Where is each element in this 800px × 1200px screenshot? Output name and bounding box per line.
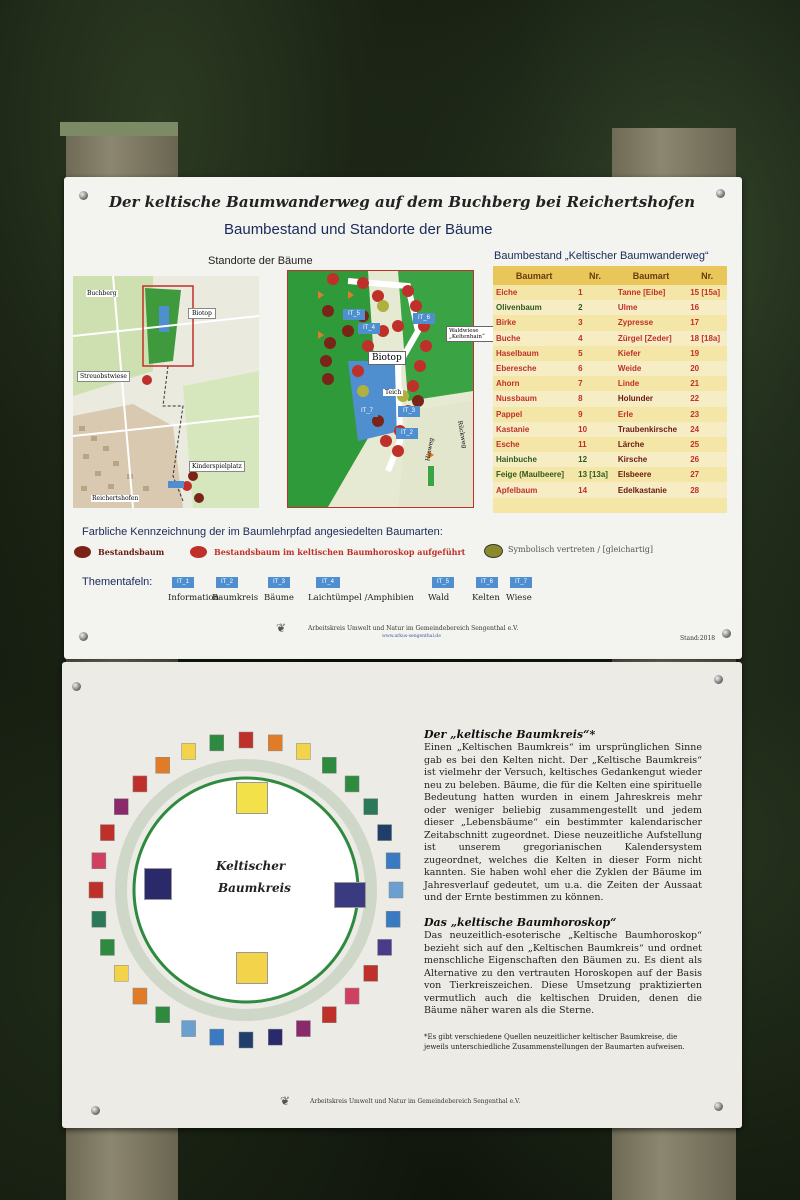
tree-table <box>493 266 727 513</box>
zodiac-tree-tile <box>156 1007 170 1023</box>
circle-title-line2: Baumkreis <box>218 881 291 895</box>
zodiac-tree-tile <box>182 743 196 759</box>
zodiac-tree-tile <box>100 939 114 955</box>
zodiac-tree-tile <box>296 1021 310 1037</box>
table-cell: 22 <box>690 394 700 404</box>
overview-map-graphic <box>73 276 259 508</box>
theme-label-it5: Wald <box>428 593 450 603</box>
center-tree-bottom-icon <box>236 952 268 984</box>
zodiac-tree-tile <box>100 825 114 841</box>
table-cell: Apfelbaum <box>496 485 538 495</box>
table-cell: 23 <box>690 409 700 419</box>
zodiac-tree-tile <box>268 735 282 751</box>
table-row <box>493 407 727 422</box>
table-cell: Ulme <box>617 303 638 313</box>
table-heading: Baumbestand „Keltischer Baumwanderweg“ <box>494 250 709 262</box>
screw-icon <box>714 675 723 684</box>
map-label-teich: Teich <box>385 389 402 396</box>
table-row <box>493 315 727 330</box>
detail-map <box>287 270 485 508</box>
circle-title-line1: Keltischer <box>216 859 286 873</box>
table-cell: 19 <box>690 348 700 358</box>
theme-chip-it6: IT_6 <box>476 577 498 588</box>
table-cell: Ahorn <box>496 379 520 389</box>
zodiac-tree-tile <box>133 776 147 792</box>
center-tree-top-icon <box>236 782 268 814</box>
table-cell: 24 <box>690 424 700 434</box>
theme-label-it3: Bäume <box>264 593 294 603</box>
stand-text: Stand:2018 <box>680 635 716 642</box>
table-cell: 5 <box>578 348 583 358</box>
table-cell: 20 <box>690 364 700 374</box>
paragraph-baumhoroskop: Das neuzeitlich-esoterische „Keltische Baumhoroskop“ bezieht sich auf den „Keltischen Baumkreis“ und ordnet menschliche Eigenschaften den Bäumen zu. Es dient als Alternative zu den vertrauten Horoskopen auf der Basis von Tierkreiszeichen. Diese Umsetzung praktizierten vermutlich auch die keltischen Druiden, denen die Bäume näher waren als die Sterne. <box>424 930 702 1016</box>
table-row <box>493 482 727 497</box>
table-cell: Kiefer <box>617 348 641 358</box>
map-chip-it3: IT_3 <box>398 406 420 417</box>
table-row <box>493 346 727 361</box>
theme-chip-it7: IT_7 <box>510 577 532 588</box>
zodiac-tree-tile <box>182 1021 196 1037</box>
legend-dot-symbolisch <box>484 544 503 558</box>
table-cell: 8 <box>578 394 583 404</box>
table-cell: 14 <box>578 485 588 495</box>
center-tree-right-icon <box>334 882 366 908</box>
map-label-hinweg: Hinweg <box>424 437 436 462</box>
table-cell: Haselbaum <box>496 348 539 358</box>
table-cell: Birke <box>496 318 517 328</box>
table-cell: 25 <box>690 439 700 449</box>
table-cell: Olivenbaum <box>496 303 542 313</box>
table-cell: Esche <box>496 439 520 449</box>
detail-map-graphic <box>288 271 473 507</box>
table-cell: 6 <box>578 364 583 374</box>
table-cell: 9 <box>578 409 583 419</box>
table-header: Nr. <box>701 270 714 281</box>
lower-sign <box>62 662 742 1128</box>
lower-footer-text: Arbeitskreis Umwelt und Natur im Gemeindebereich Sengenthal e.V. <box>310 1098 521 1105</box>
table-row <box>493 422 727 437</box>
map-chip-it2: IT_2 <box>396 428 418 439</box>
legend-dot-bestandsbaum <box>74 546 91 558</box>
table-cell: Hainbuche <box>496 455 537 465</box>
zodiac-tree-tile <box>156 757 170 773</box>
map-label-waldwiese: Waldwiese „Keltenhain“ <box>446 326 508 342</box>
map-label-biotop: Biotop <box>188 308 216 319</box>
table-cell: Eberesche <box>496 364 537 374</box>
theme-chip-it4: IT_4 <box>316 577 340 588</box>
table-cell: Holunder <box>617 394 654 404</box>
table-cell: 2 <box>578 303 583 313</box>
table-row <box>493 376 727 391</box>
table-row <box>493 285 727 300</box>
paragraph-baumkreis: Einen „Keltischen Baumkreis“ im ursprünglichen Sinne gab es bei den Kelten nicht. Der „Keltische Baumkreis“ ist vielmehr der Versuch, keltisches Gedankengut wieder neu zu beleben. Bäume, die für die Kelten eine spirituelle Bedeutung hatten wurden in einem Jahreskreis mehr oder weniger beliebig zusammengestellt und jedem dieser „Lebensbäume“ ein bestimmter kalendarischer Zeitabschnitt zugeordnet. Diese neuzeitliche Aufstellung ist unserem gregorianischen Kalendersystem zugeordnet, welches die Kelten in dieser Form nicht kannten. Sie haben wohl eher die Zyklen der Bäume im Jahresverlauf gedeutet, um u.a. die Zeiten der Aussaat und der Ernte bestimmen zu können. <box>424 742 702 903</box>
zodiac-tree-tile <box>268 1029 282 1045</box>
zodiac-tree-tile <box>389 882 403 898</box>
screw-icon <box>79 191 88 200</box>
table-cell: Linde <box>617 379 640 389</box>
map-label-biotop-large: Biotop <box>368 351 406 365</box>
table-cell: 27 <box>690 470 700 480</box>
table-cell: 10 <box>578 424 588 434</box>
table-row <box>493 467 727 482</box>
zodiac-tree-tile <box>239 732 253 748</box>
zodiac-tree-tile <box>239 1032 253 1048</box>
footnote: *Es gibt verschiedene Quellen neuzeitlicher keltischer Baumkreise, die jeweils unterschiedliche Zusammenstellungen der Baumarten aufweisen. <box>424 1033 685 1051</box>
table-row <box>493 452 727 467</box>
lower-footer-logo-icon: ❦ <box>280 1094 291 1108</box>
table-cell: Pappel <box>496 409 523 419</box>
legend-label-symbolisch: Symbolisch vertreten / [gleichartig] <box>508 545 653 554</box>
sign-subtitle: Baumbestand und Standorte der Bäume <box>224 221 493 238</box>
sign-title: Der keltische Baumwanderweg auf dem Buchberg bei Reichertshofen <box>108 193 696 211</box>
zodiac-tree-tile <box>296 743 310 759</box>
zodiac-tree-tile <box>378 825 392 841</box>
theme-label-it6: Kelten <box>472 593 500 603</box>
table-cell: Zürgel [Zeder] <box>617 333 672 343</box>
zodiac-tree-tile <box>386 853 400 869</box>
zodiac-tree-tile <box>345 776 359 792</box>
table-row <box>493 331 727 346</box>
legend-dot-horoskop <box>190 546 207 558</box>
map-chip-it7: IT_7 <box>356 406 378 417</box>
theme-label-it1: Information <box>168 593 220 603</box>
table-cell: 13 [13a] <box>578 470 608 480</box>
upper-sign <box>64 177 742 659</box>
table-header: Baumart <box>632 270 670 281</box>
table-cell: Buche <box>496 333 521 343</box>
table-cell: 7 <box>578 379 583 389</box>
map-label-rueckweg: Rückweg <box>456 420 468 449</box>
zodiac-tree-tile <box>322 757 336 773</box>
table-cell: Elsbeere <box>617 470 652 480</box>
map-chip-it6: IT_6 <box>413 313 435 324</box>
zodiac-tree-tile <box>114 799 128 815</box>
table-cell: Zypresse <box>617 318 654 328</box>
table-row <box>493 361 727 376</box>
table-cell: Feige (Maulbeere] <box>496 470 565 480</box>
table-cell: Lärche <box>617 439 645 449</box>
table-cell: 18 [18a] <box>690 333 721 343</box>
table-cell: 4 <box>578 333 583 343</box>
zodiac-tree-tile <box>386 911 400 927</box>
heading-baumkreis: Der „keltische Baumkreis“* <box>424 728 596 741</box>
zodiac-tree-tile <box>322 1007 336 1023</box>
screw-icon <box>716 189 725 198</box>
footer-url: www.arkus-sengenthal.de <box>382 634 441 639</box>
table-cell: 12 <box>578 455 588 465</box>
zodiac-tree-tile <box>89 882 103 898</box>
map-heading: Standorte der Bäume <box>208 255 313 267</box>
theme-chip-it2: IT_2 <box>216 577 238 588</box>
map-label-streuobstwiese: Streuobstwiese <box>77 371 130 382</box>
theme-label-it2: Baumkreis <box>212 593 259 603</box>
legend-label-horoskop: Bestandsbaum im keltischen Baumhoroskop aufgeführt <box>214 547 466 557</box>
table-cell: 21 <box>690 379 700 389</box>
table-cell: 17 <box>690 318 700 328</box>
theme-label-it4: Laichtümpel /Amphibien <box>308 593 414 603</box>
table-header: Nr. <box>589 270 602 281</box>
zodiac-tree-tile <box>133 988 147 1004</box>
map-label-reichertshofen: Reichertshofen <box>92 495 139 502</box>
tree-table-grid <box>493 266 727 498</box>
table-cell: Traubenkirsche <box>617 424 678 434</box>
footer-logo-icon: ❦ <box>276 621 287 635</box>
table-cell: 16 <box>690 303 700 313</box>
zodiac-tree-tile <box>210 735 224 751</box>
heading-baumhoroskop: Das „keltische Baumhoroskop“ <box>424 916 617 929</box>
screw-icon <box>72 682 81 691</box>
table-cell: Kirsche <box>617 455 648 465</box>
legend-label-bestandsbaum: Bestandsbaum <box>98 547 165 557</box>
table-cell: Nussbaum <box>496 394 537 404</box>
zodiac-tree-tile <box>364 799 378 815</box>
zodiac-tree-tile <box>345 988 359 1004</box>
zodiac-tree-tile <box>92 911 106 927</box>
table-cell: 28 <box>690 485 700 495</box>
table-cell: Eiche <box>496 288 518 298</box>
theme-label: Thementafeln: <box>82 576 153 588</box>
table-cell: 26 <box>690 455 700 465</box>
table-cell: Kastanie <box>496 424 530 434</box>
table-cell: 3 <box>578 318 583 328</box>
map-chip-it5: IT_5 <box>343 309 365 320</box>
screw-icon <box>79 632 88 641</box>
zodiac-tree-tile <box>210 1029 224 1045</box>
table-cell: 1 <box>578 288 583 298</box>
screw-icon <box>722 629 731 638</box>
table-cell: 15 [15a] <box>690 288 721 298</box>
theme-chip-it1: IT_1 <box>172 577 194 588</box>
zodiac-tree-tile <box>92 853 106 869</box>
theme-label-it7: Wiese <box>506 593 532 603</box>
table-cell: 11 <box>578 439 587 449</box>
legend-heading: Farbliche Kennzeichnung der im Baumlehrpfad angesiedelten Baumarten: <box>82 526 443 538</box>
table-row <box>493 300 727 315</box>
table-cell: Erle <box>617 409 634 419</box>
theme-chip-it3: IT_3 <box>268 577 290 588</box>
table-header: Baumart <box>515 270 553 281</box>
map-label-kinderspielplatz: Kinderspielplatz <box>189 461 245 472</box>
table-cell: Edelkastanie <box>617 485 667 495</box>
zodiac-tree-tile <box>378 939 392 955</box>
table-cell: Tanne [Eibe] <box>617 288 666 298</box>
table-row <box>493 437 727 452</box>
zodiac-tree-tile <box>114 965 128 981</box>
map-label-buchberg: Buchberg <box>87 290 117 297</box>
overview-map <box>73 276 259 508</box>
theme-chip-it5: IT_5 <box>432 577 454 588</box>
post-cap-left <box>60 122 178 136</box>
footer-text: Arbeitskreis Umwelt und Natur im Gemeindebereich Sengenthal e.V. <box>308 625 519 632</box>
zodiac-tree-tile <box>364 965 378 981</box>
table-row <box>493 391 727 406</box>
screw-icon <box>91 1106 100 1115</box>
center-tree-left-icon <box>144 868 172 900</box>
map-chip-it4: IT_4 <box>358 323 380 334</box>
table-cell: Weide <box>617 364 642 374</box>
screw-icon <box>714 1102 723 1111</box>
